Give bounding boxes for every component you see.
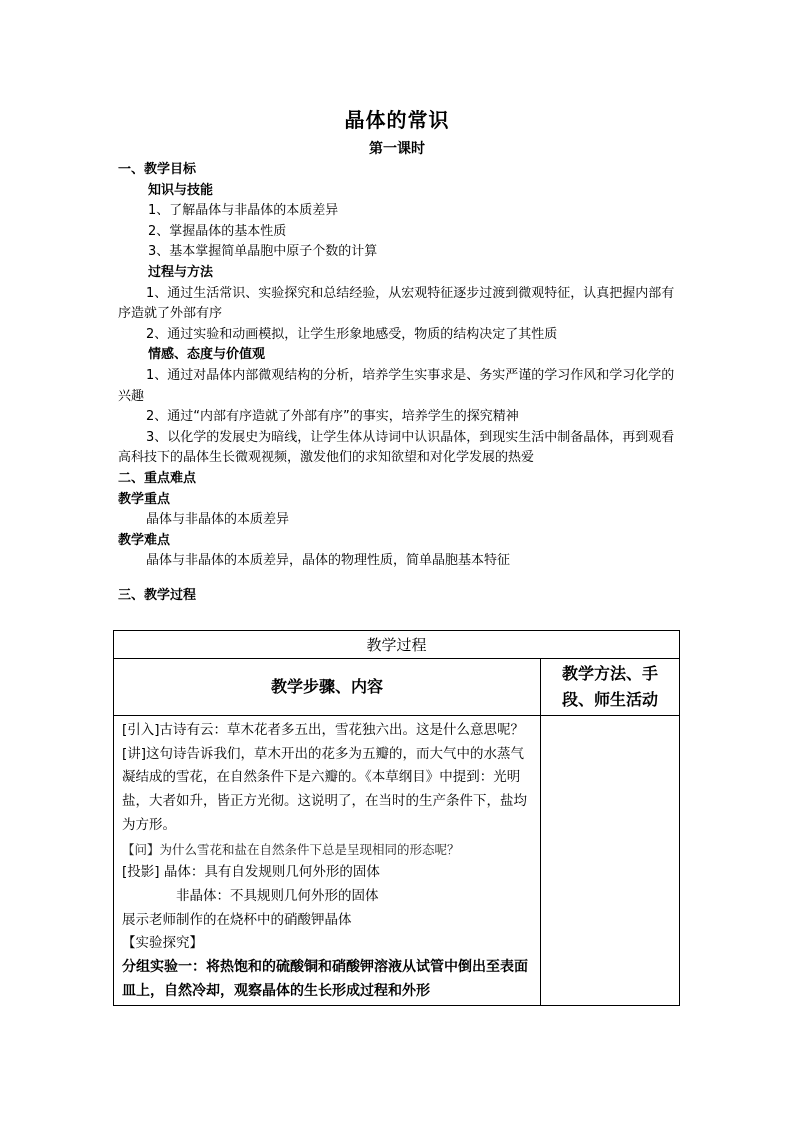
methods-content-cell (541, 716, 679, 1006)
content-line-lecture: [讲]这句诗告诉我们，草木开出的花多为五瓣的，而大气中的水蒸气凝结成的雪花，在自然条件下是六瓣的。《本草纲目》中提到：光明盐，大者如升，皆正方光彻。这说明了，在当时的生产条件下，盐均为方形。 (122, 745, 527, 833)
content-line-experiment-heading: 【实验探究】 (122, 935, 203, 952)
process-item-1: 1、通过生活常识、实验探究和总结经验，从宏观特征逐步过渡到微观特征，认真把握内部有序造就了外部有序 (118, 285, 675, 322)
table-header: 教学过程 (114, 631, 679, 659)
subheading-emotion: 情感、态度与价值观 (148, 347, 266, 363)
process-item-2: 2、通过实验和动画模拟，让学生形象地感受，物质的结构决定了其性质 (146, 326, 558, 342)
section-heading-objectives: 一、教学目标 (118, 162, 197, 177)
subheading-process: 过程与方法 (148, 264, 214, 280)
content-line-projection: [投影] 晶体：具有自发规则几何外形的固体 (122, 864, 380, 881)
section-heading-process: 三、教学过程 (118, 587, 197, 603)
subheading-knowledge: 知识与技能 (148, 182, 214, 198)
table-row (114, 716, 679, 1006)
difficulty-text: 晶体与非晶体的本质差异，晶体的物理性质，简单晶胞基本特征 (146, 553, 511, 569)
page-title: 晶体的常识 (344, 108, 450, 132)
emotion-item-3: 3、以化学的发展史为暗线，让学生体从诗词中认识晶体，到现实生活中制备晶体，再到观看高科技下的晶体生长微观视频，激发他们的求知欲望和对化学发展的热爱 (118, 429, 675, 466)
section-heading-key-points: 二、重点难点 (118, 470, 197, 486)
page-subtitle: 第一课时 (369, 141, 425, 157)
knowledge-item-1: 1、了解晶体与非晶体的本质差异 (148, 203, 339, 219)
content-line-intro: [引入]古诗有云：草木花者多五出，雪花独六出。这是什么意思呢？ (122, 722, 525, 738)
steps-content-cell (114, 716, 541, 1006)
knowledge-item-2: 2、掌握晶体的基本性质 (148, 223, 287, 239)
focus-text: 晶体与非晶体的本质差异 (146, 512, 290, 528)
content-line-demo: 展示老师制作的在烧杯中的硝酸钾晶体 (122, 911, 352, 928)
subheading-difficulty: 教学难点 (118, 532, 171, 548)
spacer (118, 572, 678, 586)
subheading-focus: 教学重点 (118, 491, 171, 507)
emotion-item-2: 2、通过“内部有序造就了外部有序”的事实，培养学生的探究精神 (146, 409, 519, 425)
content-line-amorphous: 非晶体：不具规则几何外形的固体 (176, 887, 379, 904)
column-header-methods: 教学方法、手段、师生活动 (561, 664, 658, 709)
knowledge-item-3: 3、基本掌握简单晶胞中原子个数的计算 (148, 244, 378, 260)
content-line-group-experiment: 分组实验一：将热饱和的硫酸铜和硝酸钾溶液从试管中倒出至表面皿上，自然冷却，观察晶体的生长形成过程和外形 (122, 959, 528, 999)
column-header-steps: 教学步骤、内容 (114, 659, 541, 715)
content-line-question: 【问】为什么雪花和盐在自然条件下总是呈现相同的形态呢？ (122, 841, 460, 857)
emotion-item-1: 1、通过对晶体内部微观结构的分析，培养学生实事求是、务实严谨的学习作风和学习化学的兴趣 (118, 367, 675, 404)
table-column-headers (114, 659, 679, 716)
teaching-process-table (113, 630, 680, 1006)
lesson-body (118, 160, 678, 606)
